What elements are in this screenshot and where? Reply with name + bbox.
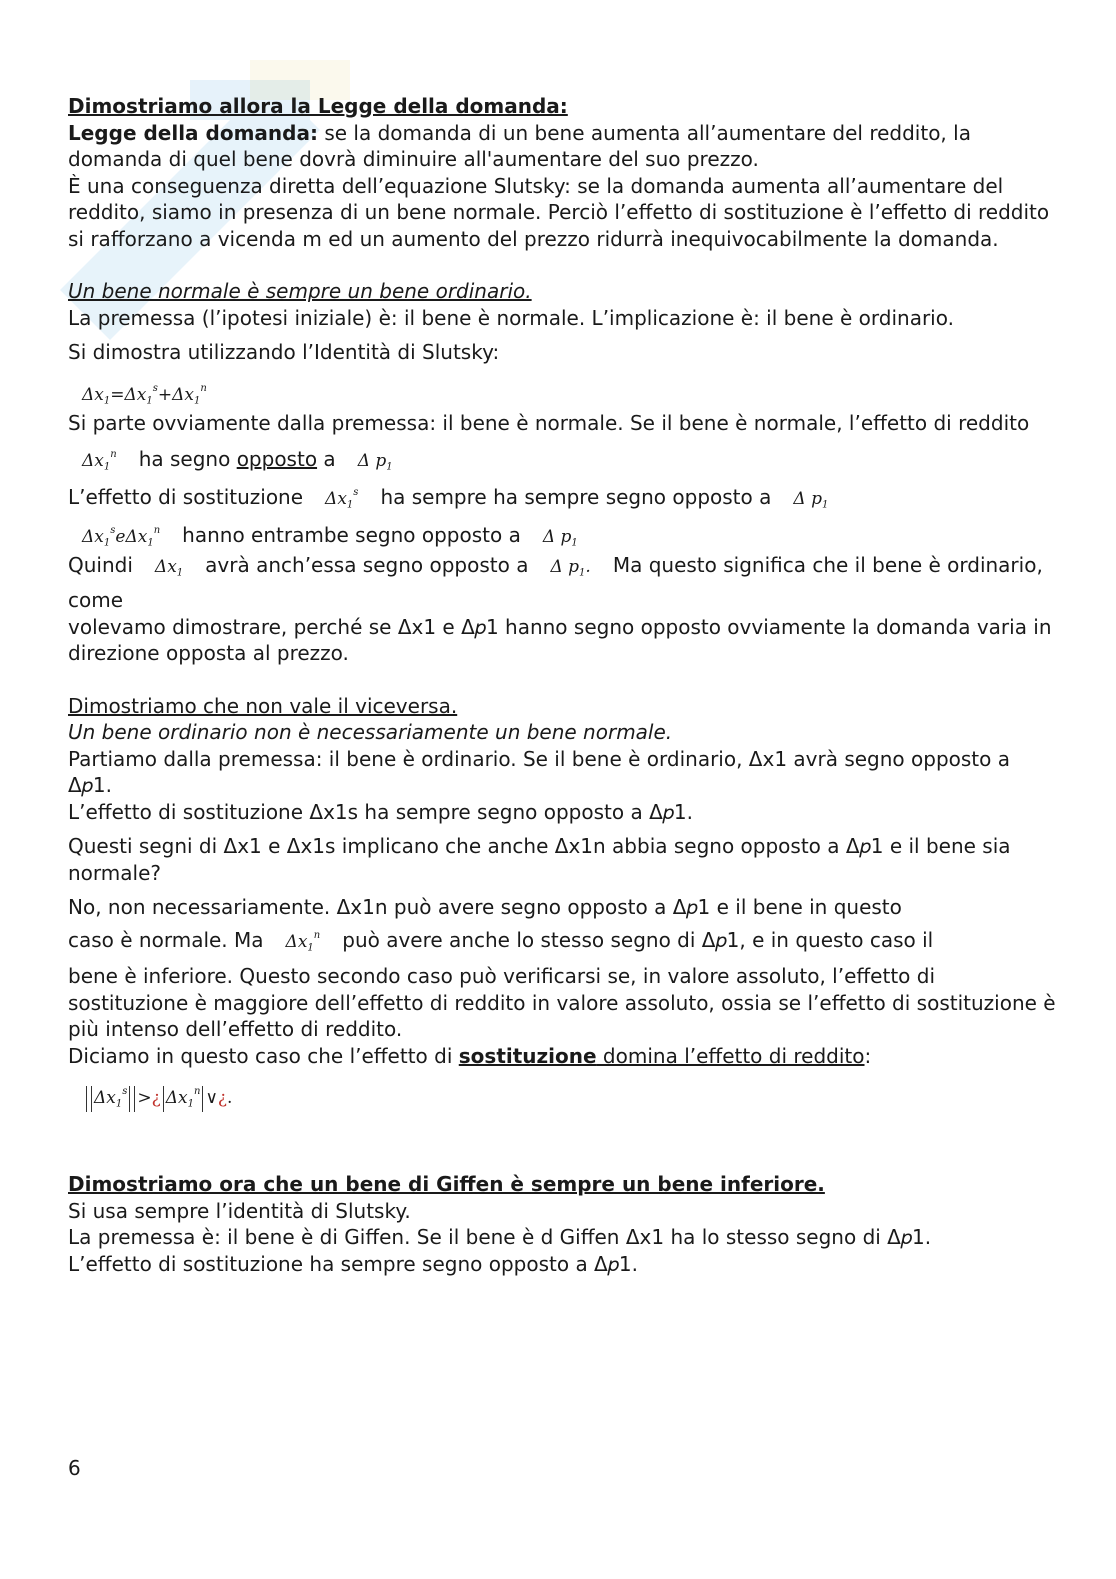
slutsky-identity-formula: $\Delta x_1=\Delta x_1^s+\Delta x_1^n$ — [82, 382, 207, 406]
giffen-line1: Si usa sempre l’identità di Slutsky. — [68, 1198, 411, 1223]
section-heading-legge: Dimostriamo allora la Legge della domanda: — [68, 94, 568, 118]
start-paragraph: Si parte ovviamente dalla premessa: il bene è normale. Se il bene è normale, l’effetto di reddito — [68, 410, 1030, 435]
delta-x1n-formula: $\Delta x_1^n$ — [285, 929, 321, 953]
delta-x1n-formula: $\Delta x_1^n$ — [82, 449, 117, 473]
volevamo-line: volevamo dimostrare, perché se Δx1 e Δ𝑝1 hanno segno opposto ovviamente la domanda varia in — [68, 614, 1052, 639]
document-page — [68, 93, 1058, 1277]
no-paragraph-line1: No, non necessariamente. Δx1n può avere segno opposto a Δ𝑝1 e il bene in questo — [68, 895, 902, 919]
direzione-line: direzione opposta al prezzo. — [68, 641, 349, 665]
page-number: 6 — [68, 1456, 81, 1480]
domina-paragraph: Diciamo in questo caso che l’effetto di sostituzione domina l’effetto di reddito: — [68, 1043, 872, 1068]
ordinario-non-normale: Un bene ordinario non è necessariamente un bene normale. — [68, 720, 673, 744]
law-label: Legge della domanda: — [68, 120, 318, 145]
sostituzione-sign-paragraph: L’effetto di sostituzione Δx1s ha sempre segno opposto a Δ𝑝1. — [68, 799, 694, 824]
delta-p1-formula: Δ $p_1$ — [793, 489, 829, 511]
both-effects-line: $\Delta x_1^se\Delta x_1^n$ hanno entrambe segno opposto a Δ $p_1$ — [82, 523, 578, 549]
subtitle-normale-ordinario: Un bene normale è sempre un bene ordinario. — [68, 279, 532, 303]
delta-x1-formula: $\Delta x_1$ — [154, 557, 184, 579]
no-paragraph-line2: caso è normale. Ma $\Delta x_1^n$ può avere anche lo stesso segno di Δ𝑝1, e in questo caso il — [68, 927, 934, 953]
subtitle-viceversa: Dimostriamo che non vale il viceversa. — [68, 693, 458, 718]
delta-x1s-e-delta-x1n-formula: $\Delta x_1^se\Delta x_1^n$ — [82, 525, 161, 549]
giffen-line3: L’effetto di sostituzione ha sempre segno opposto a Δ𝑝1. — [68, 1251, 638, 1276]
question-paragraph: Questi segni di Δx1 e Δx1s implicano che anche Δx1n abbia segno opposto a Δ𝑝1 e il bene sia normale? — [68, 834, 1011, 885]
slutsky-consequence: È una conseguenza diretta dell’equazione Slutsky: se la domanda aumenta all’aumentare del reddito, siamo in presenza di un bene normale. Perciò l’effetto di sostituzione è l’effetto di reddito si rafforzano a vicenda m ed un aumento del prezzo ridurrà inequivocabilmente la domanda. — [68, 173, 1050, 251]
method-paragraph: Si dimostra utilizzando l’Identità di Slutsky: — [68, 340, 500, 364]
delta-x1s-formula: $\Delta x_1^s$ — [325, 487, 359, 511]
law-text: se la domanda di un bene aumenta all’aumentare del reddito, la domanda di quel bene dovrà diminuire all'aumentare del suo prezzo. — [68, 120, 971, 171]
premise-paragraph: La premessa (l’ipotesi iniziale) è: il bene è normale. L’implicazione è: il bene è ordinario. — [68, 305, 954, 330]
giffen-line2: La premessa è: il bene è di Giffen. Se il bene è d Giffen Δx1 ha lo stesso segno di Δ𝑝1. — [68, 1225, 932, 1249]
section-heading-giffen: Dimostriamo ora che un bene di Giffen è sempre un bene inferiore. — [68, 1172, 825, 1196]
partiamo-paragraph: Partiamo dalla premessa: il bene è ordinario. Se il bene è ordinario, Δx1 avrà segno opposto a Δ𝑝1. — [68, 746, 1010, 797]
delta-p1-formula: Δ $p_1$. — [550, 557, 591, 579]
delta-p1-formula: Δ $p_1$ — [357, 451, 393, 473]
income-effect-line: $\Delta x_1^n$ ha segno opposto a Δ $p_1$ — [82, 447, 393, 473]
delta-p1-formula: Δ $p_1$ — [542, 527, 578, 549]
quindi-paragraph: Quindi $\Delta x_1$ avrà anch’essa segno opposto a Δ $p_1$. Ma questo significa che il bene è ordinario, come — [68, 553, 1043, 612]
no-paragraph-rest: bene è inferiore. Questo secondo caso può verificarsi se, in valore assoluto, l’effetto di sostituzione è maggiore dell’effetto di reddito in valore assoluto, ossia se l’effetto di sostituzione è più intenso dell’effetto di reddito. — [68, 964, 1056, 1041]
substitution-effect-line: L’effetto di sostituzione $\Delta x_1^s$ ha sempre ha sempre segno opposto a Δ $p_1$ — [68, 485, 829, 511]
law-definition — [68, 120, 1058, 173]
dominance-formula: $\Delta x_1^s$ >¿ $\Delta x_1^n$ ∨¿. — [84, 1077, 1058, 1107]
